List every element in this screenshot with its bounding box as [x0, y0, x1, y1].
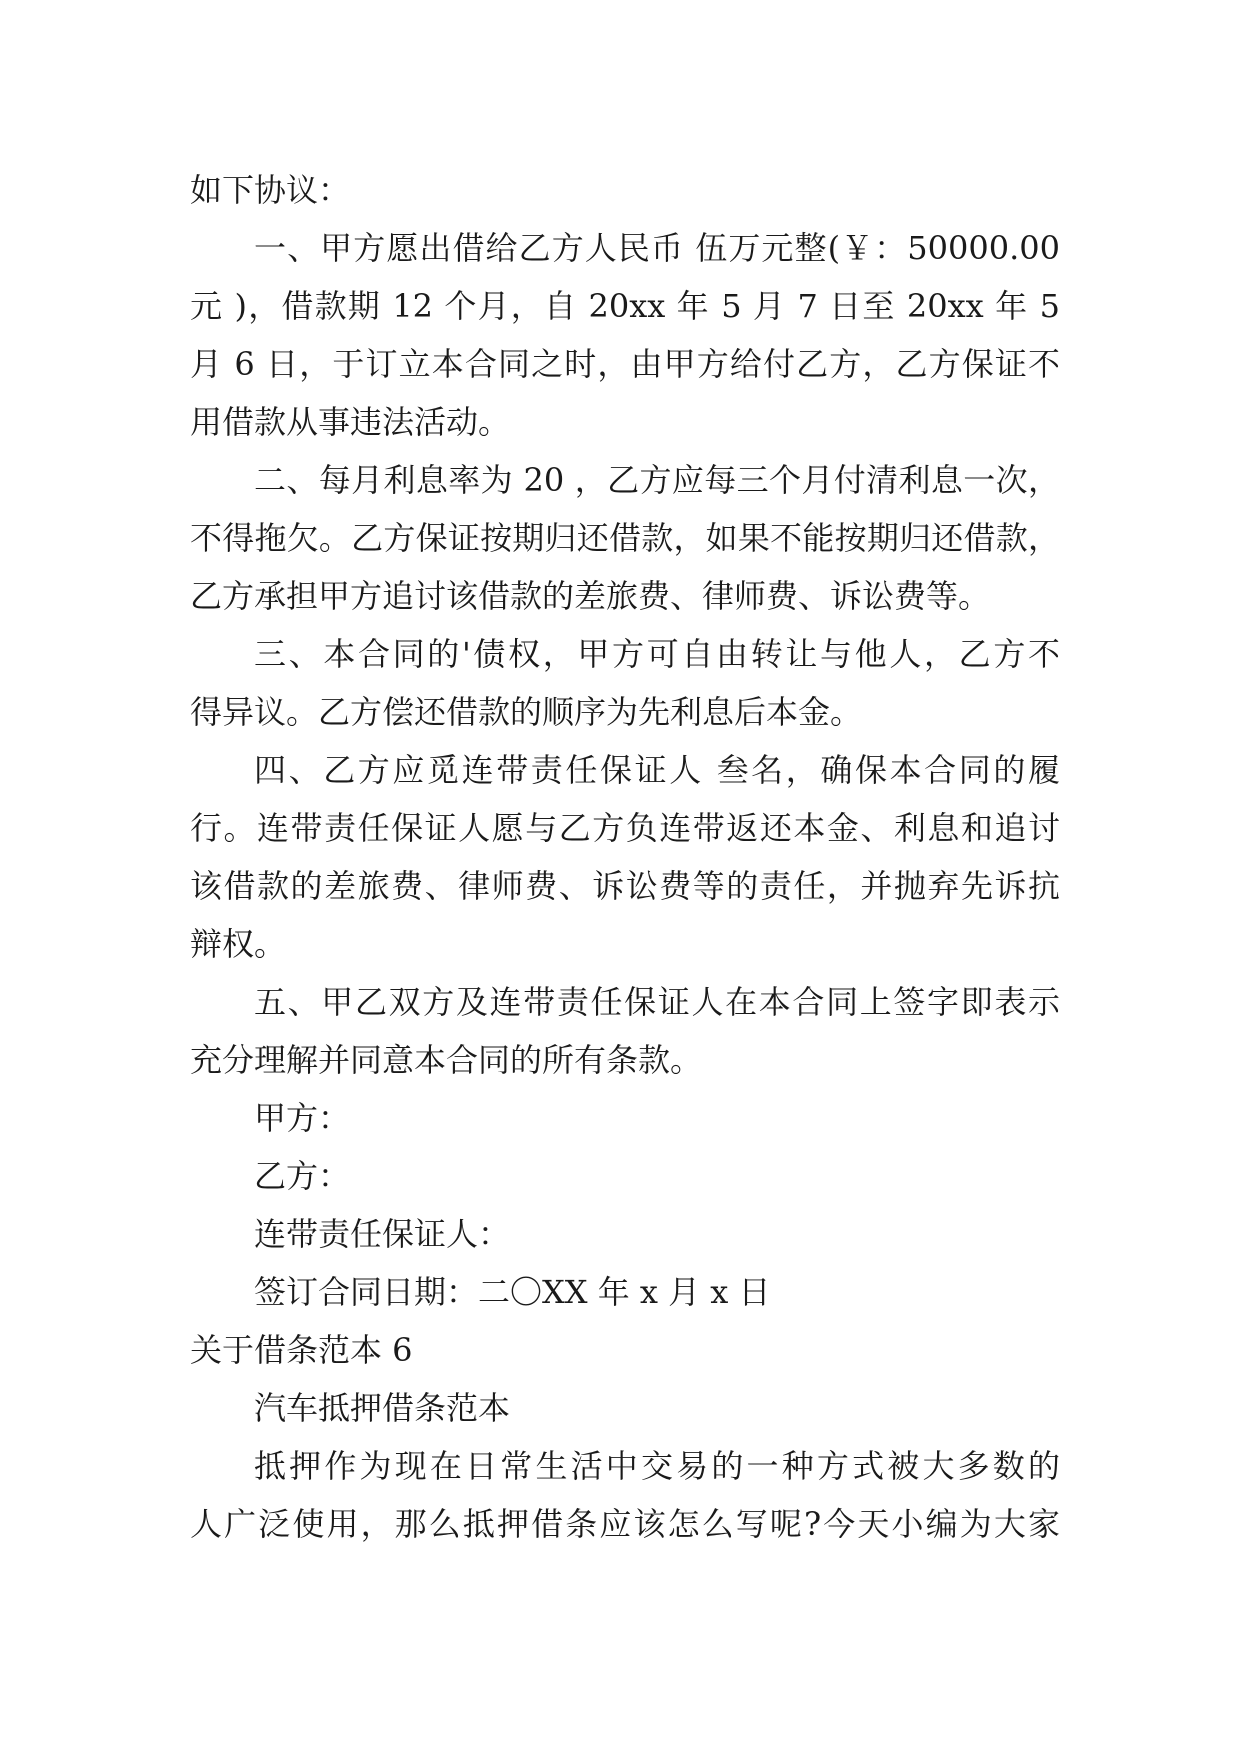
signature-label-guarantor: 连带责任保证人：: [254, 1215, 511, 1253]
text-line: 如下协议：: [190, 171, 351, 209]
text-line: 人广泛使用，那么抵押借条应该怎么写呢?今天小编为大家: [190, 1505, 1060, 1543]
text-line: 四、乙方应觅连带责任保证人 叁名，确保本合同的履: [254, 751, 1060, 789]
text-line: 三、本合同的'债权，甲方可自由转让与他人，乙方不: [254, 635, 1060, 673]
text-line: 元 )，借款期 12 个月，自 20xx 年 5 月 7 日至 20xx 年 5: [190, 287, 1060, 325]
text-line: 抵押作为现在日常生活中交易的一种方式被大多数的: [254, 1447, 1060, 1485]
signature-label-party-a: 甲方：: [254, 1099, 351, 1137]
subsection-title: 汽车抵押借条范本: [254, 1389, 511, 1427]
text-line: 一、甲方愿出借给乙方人民币 伍万元整(￥：50000.00: [254, 229, 1060, 267]
text-line: 该借款的差旅费、律师费、诉讼费等的责任，并抛弃先诉抗: [190, 867, 1060, 905]
text-line: 辩权。: [190, 925, 287, 963]
text-line: 乙方承担甲方追讨该借款的差旅费、律师费、诉讼费等。: [190, 577, 991, 615]
text-line: 月 6 日，于订立本合同之时，由甲方给付乙方，乙方保证不: [190, 345, 1060, 383]
text-line: 得异议。乙方偿还借款的顺序为先利息后本金。: [190, 693, 863, 731]
text-line: 充分理解并同意本合同的所有条款。: [190, 1041, 703, 1079]
signature-label-party-b: 乙方：: [254, 1157, 351, 1195]
text-line: 二、每月利息率为 20 ，乙方应每三个月付清利息一次，: [254, 461, 1060, 499]
section-heading: 关于借条范本 6: [190, 1331, 413, 1369]
text-line: 不得拖欠。乙方保证按期归还借款，如果不能按期归还借款，: [190, 519, 1060, 557]
text-line: 行。连带责任保证人愿与乙方负连带返还本金、利息和追讨: [190, 809, 1060, 847]
text-line: 用借款从事违法活动。: [190, 403, 511, 441]
text-line: 五、甲乙双方及连带责任保证人在本合同上签字即表示: [254, 983, 1060, 1021]
contract-date-line: 签订合同日期：二〇XX 年 x 月 x 日: [254, 1273, 771, 1311]
